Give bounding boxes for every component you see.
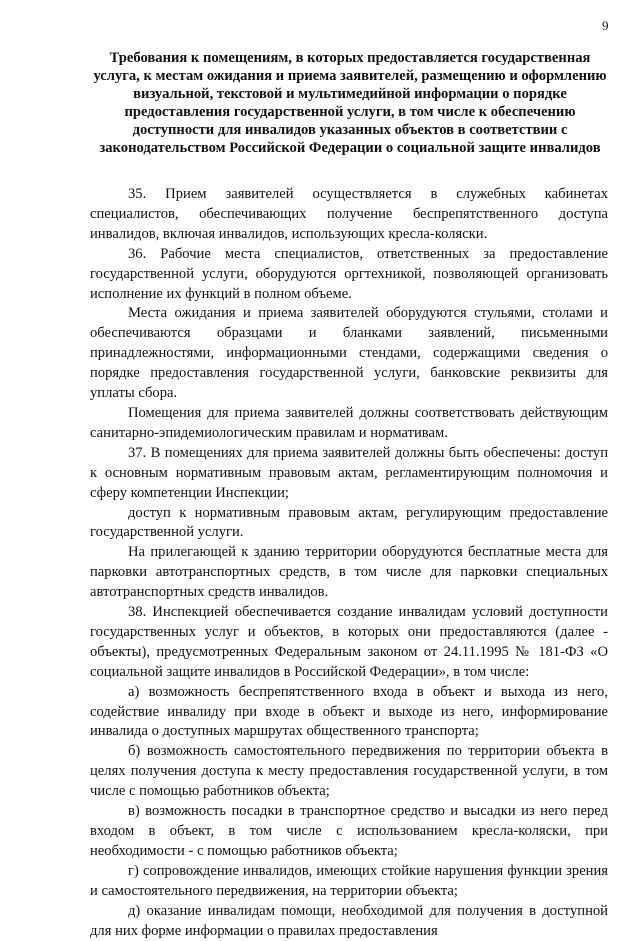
paragraph-legal-acts-access: доступ к нормативным правовым актам, регулирующим предоставление государственной услуги.: [90, 504, 608, 541]
page-number: 9: [602, 18, 609, 33]
list-item-v: в) возможность посадки в транспортное средство и высадки из него перед входом в объект, в том числе с использованием кресла-коляски, при необходимости - с помощью работников объекта;: [90, 803, 608, 859]
list-item-b: б) возможность самостоятельного передвижения по территории объекта в целях получения доступа к месту предоставления государственной услуги, в том числе с помощью работников объекта;: [90, 743, 608, 800]
paragraph-37: 37. В помещениях для приема заявителей должны быть обеспечены: доступ к основным нормативным правовым актам, регламентирующим полномочия и сферу компетенции Инспекции;: [90, 444, 608, 501]
list-item-g: г) сопровождение инвалидов, имеющих стойкие нарушения функции зрения и самостоятельного передвижения, на территории объекта;: [90, 862, 608, 899]
paragraph-waiting-areas: Места ожидания и приема заявителей оборудуются стульями, столами и обеспечиваются образцами и бланками заявлений, письменными принадлежностями, информационными стендами, содержащими сведения о порядке предоставления государственной услуги, банковские реквизиты для уплаты сбора.: [90, 305, 608, 402]
section-heading: Требования к помещениям, в которых предоставляется государственная услуга, к местам ожидания и приема заявителей, размещению и оформлению визуальной, текстовой и мультимедийной информации о порядке предоставления государственной услуги, в том числе к обеспечению доступности для инвалидов указанных объектов в соответствии с законодательством Российской Федерации о социальной защите инвалидов: [93, 50, 607, 156]
paragraph-38: 38. Инспекцией обеспечивается создание инвалидам условий доступности государственных услуг и объектов, в которых они предоставляются (далее - объекты), предусмотренных Федеральным законом от 24.11.1995 № 181-ФЗ «О социальной защите инвалидов в Российской Федерации», в том числе:: [90, 604, 608, 680]
paragraph-36: 36. Рабочие места специалистов, ответственных за предоставление государственной услуги, оборудуются оргтехникой, позволяющей организовать исполнение их функций в полном объеме.: [90, 245, 608, 302]
list-item-a: а) возможность беспрепятственного входа в объект и выхода из него, содействие инвалиду при входе в объект и выходе из него, информирование инвалида о доступных маршрутах общественного транспорта;: [90, 683, 608, 740]
document-body: [90, 185, 608, 941]
paragraph-35: 35. Прием заявителей осуществляется в служебных кабинетах специалистов, обеспечивающих получение беспрепятственного доступа инвалидов, включая инвалидов, использующих кресла-коляски.: [90, 186, 608, 242]
paragraph-premises-norms: Помещения для приема заявителей должны соответствовать действующим санитарно-эпидемиологическим правилам и нормативам.: [90, 404, 608, 441]
list-item-d: д) оказание инвалидам помощи, необходимой для получения в доступной для них форме информации о правилах предоставления: [90, 902, 608, 939]
paragraph-parking: На прилегающей к зданию территории оборудуются бесплатные места для парковки автотранспортных средств, в том числе для парковки специальных автотранспортных средств инвалидов.: [90, 544, 608, 601]
